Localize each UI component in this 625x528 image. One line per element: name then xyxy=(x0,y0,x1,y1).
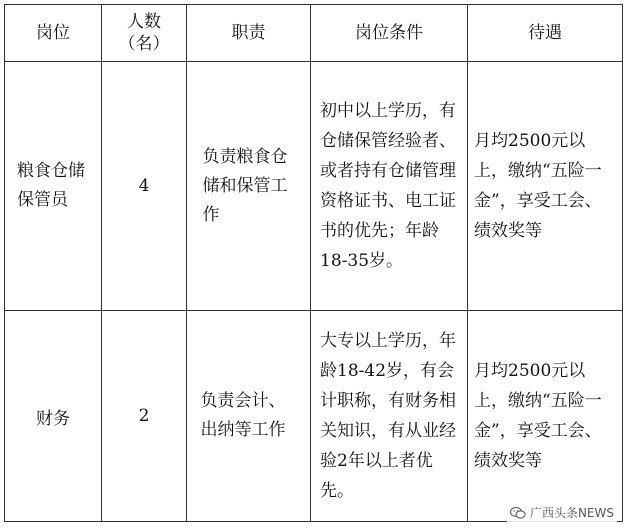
count-cell: 2 xyxy=(102,311,187,522)
position-cell: 财务 xyxy=(5,311,102,522)
count-cell: 4 xyxy=(102,62,187,311)
header-row xyxy=(5,5,623,62)
source-watermark xyxy=(507,503,617,522)
duty-text: 负责粮食仓储和保管工作 xyxy=(202,146,288,225)
header-benefits: 待遇 xyxy=(468,5,623,62)
header-position: 岗位 xyxy=(5,5,102,62)
benefits-cell xyxy=(468,62,623,311)
benefits-text: 月均2500元以上，缴纳“五险一金”，享受工会、绩效奖等 xyxy=(474,131,602,241)
requirements-text: 大专以上学历，年龄18-42岁，有会计职称，有财务相关知识，有从业经验2年以上者优先。 xyxy=(320,331,456,501)
benefits-cell xyxy=(468,311,623,522)
requirements-cell xyxy=(311,62,468,311)
position-text: 粮食仓储保管员 xyxy=(17,161,85,210)
benefits-text: 月均2500元以上，缴纳“五险一金”，享受工会、绩效奖等 xyxy=(474,361,602,471)
header-count-label: 人数（名） xyxy=(118,12,170,54)
duty-cell xyxy=(187,311,311,522)
requirements-cell xyxy=(311,311,468,522)
duty-cell xyxy=(187,62,311,311)
wechat-icon xyxy=(510,506,526,520)
recruitment-table xyxy=(4,4,623,522)
duty-text: 负责会计、出纳等工作 xyxy=(200,391,286,440)
header-duty: 职责 xyxy=(187,5,311,62)
requirements-text: 初中以上学历，有仓储保管经验者、或者持有仓储管理资格证书、电工证书的优先；年龄18-35岁。 xyxy=(320,101,456,271)
table-row xyxy=(5,311,623,522)
position-cell xyxy=(5,62,102,311)
table-row xyxy=(5,62,623,311)
header-requirements: 岗位条件 xyxy=(311,5,468,62)
header-count xyxy=(102,5,187,62)
watermark-text: 广西头条NEWS xyxy=(529,506,614,520)
